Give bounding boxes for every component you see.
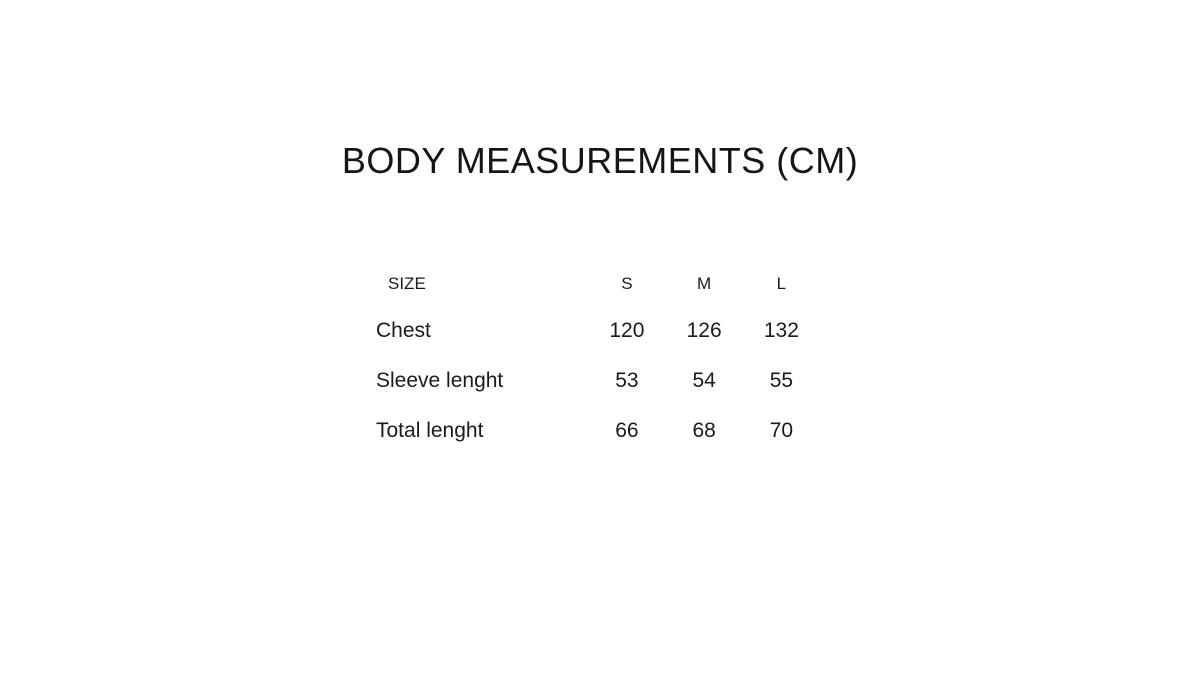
cell-chest-m: 126 — [686, 319, 722, 342]
body-measurements-table — [370, 262, 820, 456]
column-header-s: S — [621, 274, 633, 293]
table-row — [370, 356, 820, 406]
cell-chest-s: 120 — [609, 319, 645, 342]
cell-total-s: 66 — [615, 419, 639, 442]
cell-sleeve-l: 55 — [769, 369, 794, 392]
cell-sleeve-m: 54 — [692, 369, 716, 392]
row-label-chest: Chest — [376, 319, 431, 342]
column-header-l: L — [776, 274, 787, 293]
table-header — [370, 262, 820, 306]
table-header-row — [370, 262, 820, 306]
table-row — [370, 306, 820, 356]
cell-total-l: 70 — [769, 419, 794, 442]
cell-chest-l: 132 — [763, 319, 799, 342]
cell-sleeve-s: 53 — [615, 369, 639, 392]
row-label-sleeve-lenght: Sleeve lenght — [376, 369, 504, 392]
row-label-total-lenght: Total lenght — [376, 419, 484, 442]
column-header-m: M — [697, 274, 712, 293]
cell-total-m: 68 — [692, 419, 716, 442]
column-header-size: SIZE — [388, 274, 426, 293]
table-body — [370, 306, 820, 456]
page-title: BODY MEASUREMENTS (CM) — [341, 140, 859, 181]
table-row — [370, 406, 820, 456]
